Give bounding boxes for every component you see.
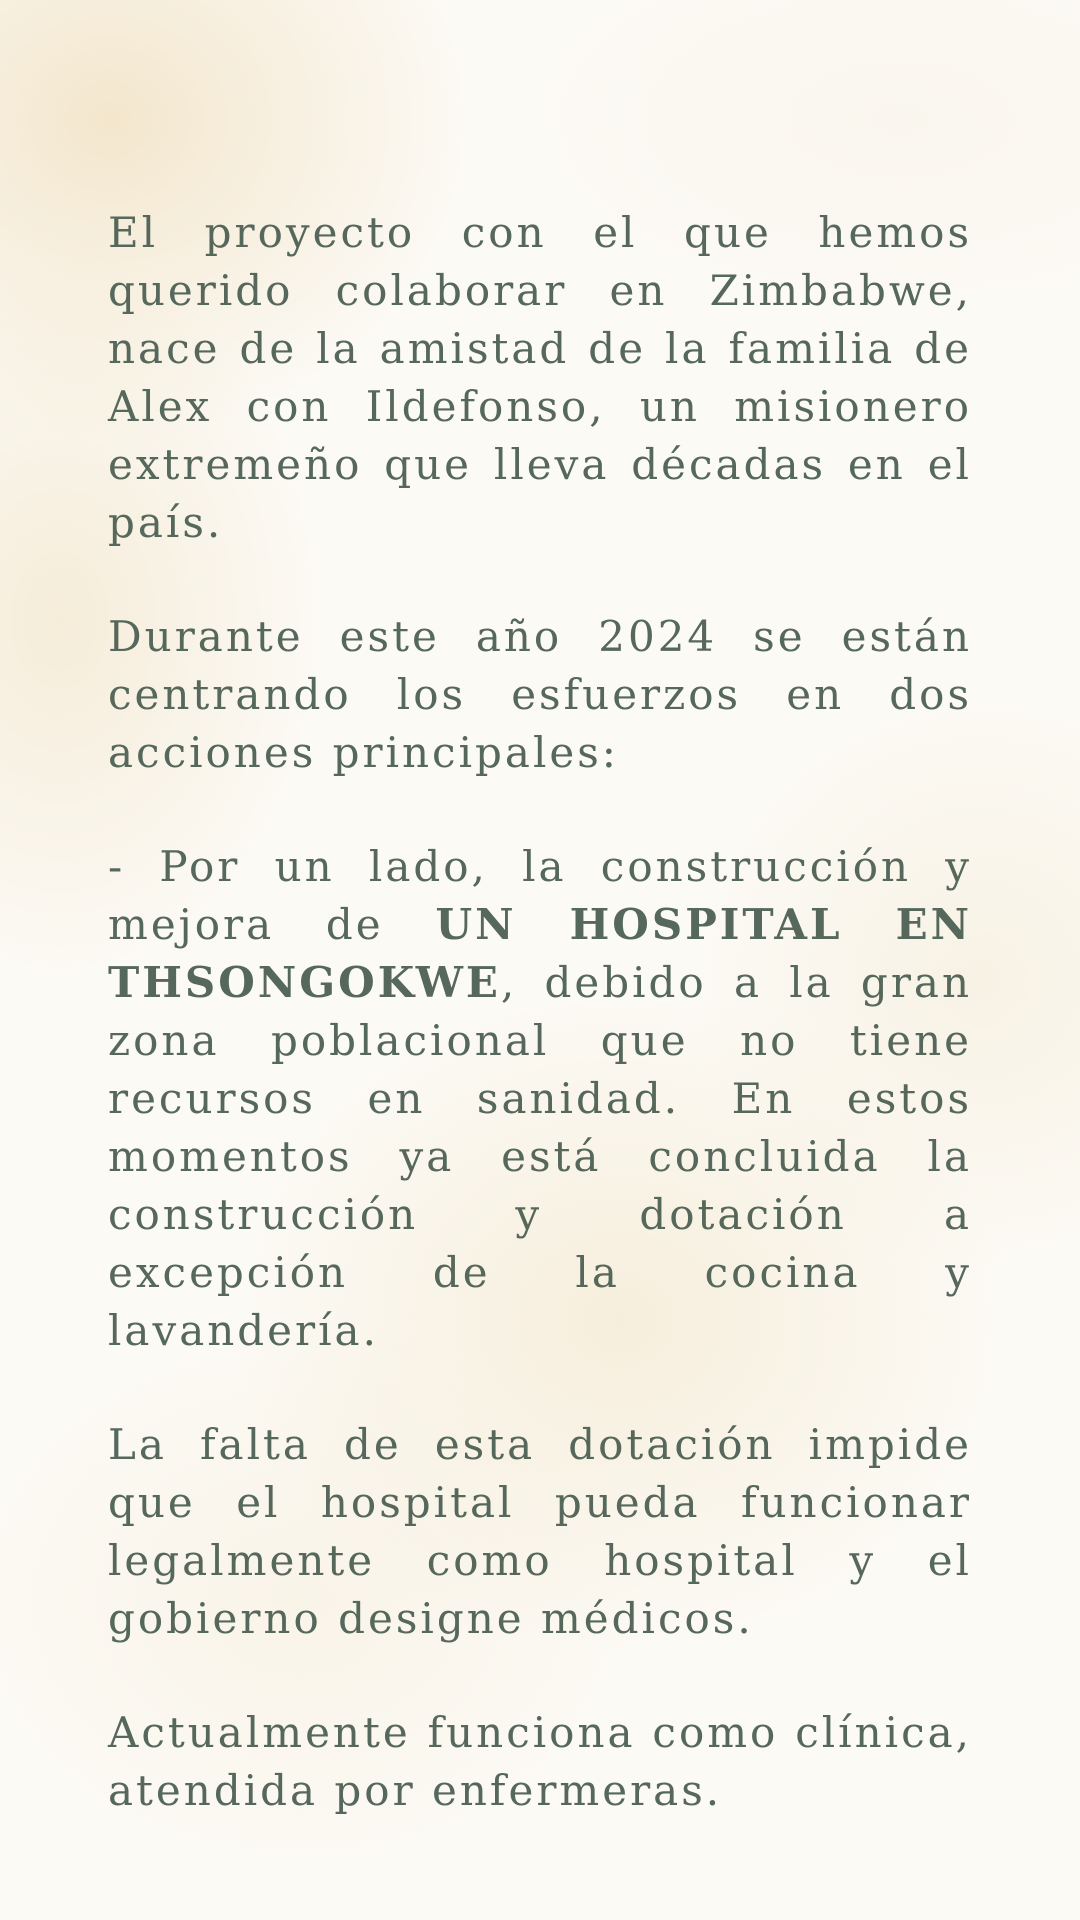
paragraph-hospital <box>108 838 972 1360</box>
hospital-text-before: - Por un lado, la construcción y mejora de <box>108 842 972 949</box>
paragraph-2024-actions: Durante este año 2024 se están centrando los esfuerzos en dos acciones principales: <box>108 612 972 777</box>
article-body <box>108 204 972 1820</box>
hospital-text-after: , debido a la gran zona poblacional que no tiene recursos en sanidad. En estos momentos ya está concluida la construcción y dotación a excepción de la cocina y lavandería. <box>108 958 972 1355</box>
paragraph-intro: El proyecto con el que hemos querido colaborar en Zimbabwe, nace de la amistad de la familia de Alex con Ildefonso, un misionero extremeño que lleva décadas en el país. <box>108 208 972 547</box>
paragraph-current-status: Actualmente funciona como clínica, atendida por enfermeras. <box>108 1708 972 1815</box>
paragraph-missing-equipment: La falta de esta dotación impide que el hospital pueda funcionar legalmente como hospital y el gobierno designe médicos. <box>108 1420 972 1643</box>
hospital-highlight: UN HOSPITAL EN THSONGOKWE <box>108 900 972 1007</box>
